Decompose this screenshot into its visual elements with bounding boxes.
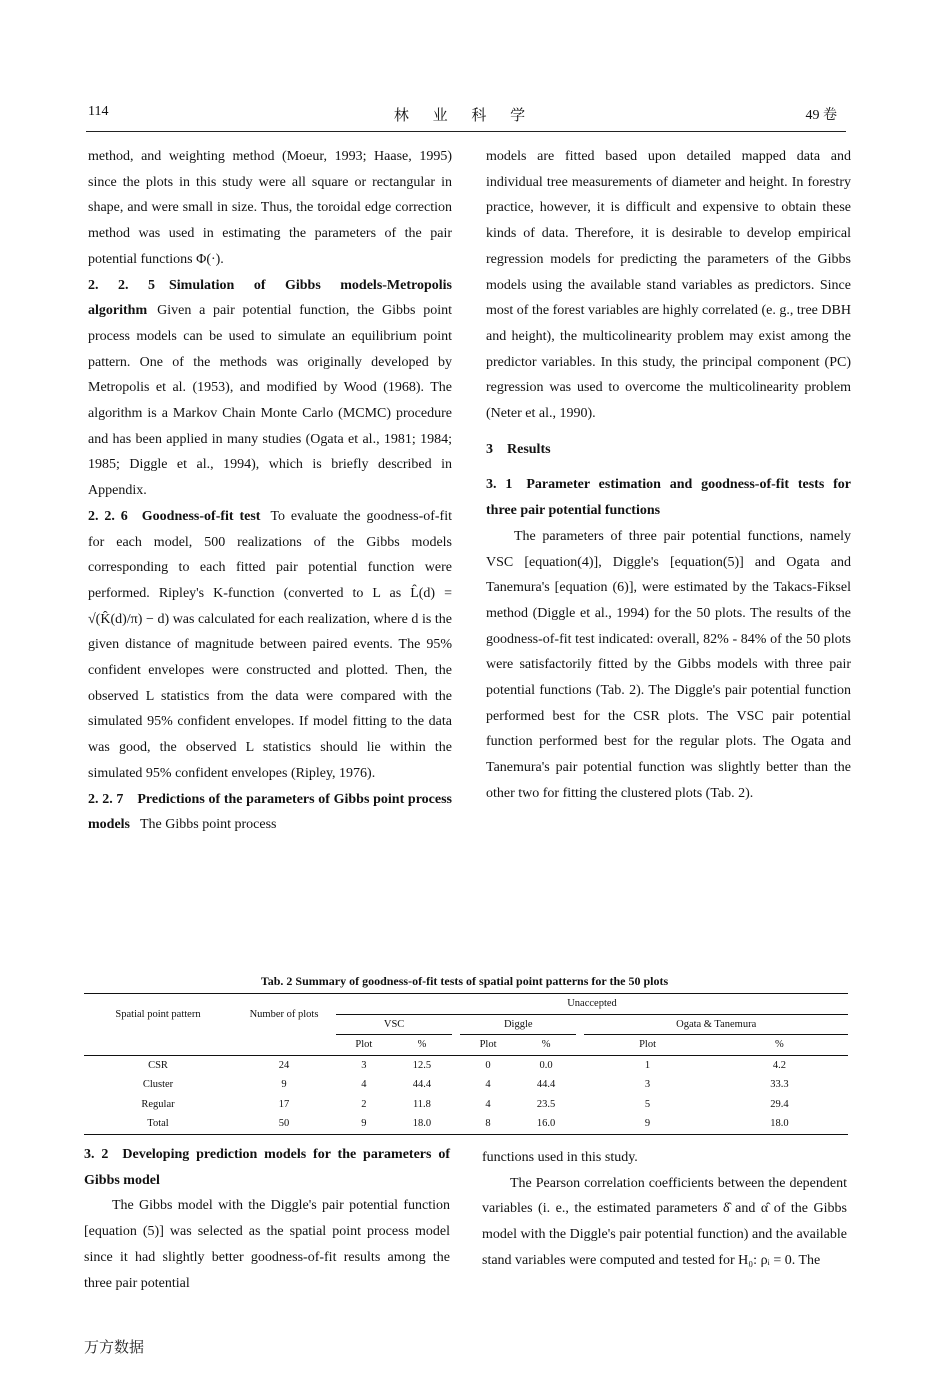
cell-ogata-plot: 9 [584, 1114, 710, 1134]
cell-ogata-pct: 29.4 [770, 1098, 789, 1110]
journal-title: 林 业 科 学 [393, 108, 536, 124]
page-number: 114 [88, 104, 109, 119]
cell-vsc-pct: 18.0 [392, 1114, 452, 1134]
section-text: To evaluate the goodness-of-fit for each model, 500 realizations of the Gibbs models corresponding to each fitted pair potential function were performed. Ripley's K-function (converted to L as [88, 508, 452, 601]
cell-ogata-plot: 5 [644, 1098, 651, 1110]
cell-number: 17 [278, 1098, 290, 1110]
cell-diggle-plot: 8 [460, 1114, 516, 1134]
paragraph-regression: models are fitted based upon detailed mapped data and individual tree measurements of diameter and height. In forestry practice, however, it is difficult and expensive to obtain these kinds of data. Therefore, it is desirable to develop empirical regression models for predicting the parameters of the Gibbs models using the available stand variables as predictors. Since most of the forest variables are highly correlated (e. g., tree DBH and height), the multicolinearity problem may exist among the predictor variables. In this study, the principal component (PC) regression was used to overcome the multicolinearity problem (Neter et al., 1990). [486, 149, 851, 422]
cell-pattern: Regular [141, 1098, 175, 1110]
cell-vsc-plot: 3 [361, 1059, 367, 1071]
paragraph-functions-used: functions used in this study. [482, 1150, 638, 1165]
watermark: 万方数据 [84, 1338, 145, 1356]
sub-header-plot: Plot [584, 1035, 710, 1056]
cell-diggle-plot: 4 [485, 1079, 491, 1091]
table-caption: Tab. 2 Summary of goodness-of-fit tests of spatial point patterns for the 50 plots [260, 974, 669, 988]
col-header-pattern: Spatial point pattern [84, 994, 232, 1035]
cell-diggle-plot: 0 [485, 1059, 491, 1071]
right-column-top [486, 144, 851, 807]
paragraph-pearson: The Pearson correlation coefficients between the dependent variables (i. e., the estimated parameters δ̂ and α̂ of the Gibbs model with the Diggle's pair potential function) and the available stand variables were computed and tested for H₀: ρᵢ = 0. The [482, 1175, 847, 1268]
cell-diggle-pct: 44.4 [536, 1079, 556, 1091]
col-header-number: Number of plots [232, 994, 336, 1035]
sub-header-pct: % [516, 1035, 576, 1056]
cell-pattern: Total [84, 1114, 232, 1134]
section-number: 3. 2 [84, 1147, 109, 1162]
section-number: 2. 2. 5 [88, 277, 155, 293]
header-rule [86, 131, 846, 132]
group-diggle: Diggle [460, 1014, 576, 1035]
cell-diggle-pct: 0.0 [539, 1059, 553, 1071]
cell-number: 50 [232, 1114, 336, 1134]
cell-vsc-plot: 2 [361, 1098, 367, 1110]
section-2-2-5 [88, 273, 452, 504]
sub-header-plot: Plot [336, 1035, 392, 1056]
cell-ogata-pct: 33.3 [770, 1079, 789, 1091]
sub-header-pct: % [711, 1035, 848, 1056]
col-header-unaccepted: Unaccepted [336, 994, 848, 1015]
cell-diggle-pct: 23.5 [536, 1098, 556, 1110]
section-title: Parameter estimation and goodness-of-fit tests for three pair potential functions [486, 477, 851, 519]
paragraph-edge-correction: method, and weighting method (Moeur, 1993; Haase, 1995) since the plots in this study were all square or rectangular in shape, and were small in size. Thus, the toroidal edge correction method was used in estimating the parameters of the pair potential functions Φ(·). [88, 149, 452, 267]
cell-ogata-pct: 18.0 [711, 1114, 848, 1134]
cell-ogata-plot: 1 [644, 1059, 651, 1071]
section-number: 2. 2. 7 [88, 791, 124, 807]
section-title: Predictions of the parameters of Gibbs point process models [88, 791, 452, 833]
section-2-2-7 [88, 787, 452, 838]
paragraph-model-selection: The Gibbs model with the Diggle's pair potential function [equation (5)] was selected as the spatial point process model since it had slightly better goodness-of-fit results among the three pair potential [84, 1198, 450, 1291]
cell-pattern: Cluster [142, 1079, 174, 1091]
cell-vsc-pct: 12.5 [412, 1059, 432, 1071]
cell-vsc-pct: 11.8 [412, 1098, 431, 1110]
section-3-1-heading [486, 472, 851, 523]
cell-ogata-pct: 4.2 [772, 1059, 786, 1071]
volume-label: 49 卷 [805, 108, 837, 123]
l-function-formula: L̂(d) = √(K̂(d)/π) − d [88, 585, 452, 627]
group-vsc: VSC [336, 1014, 452, 1035]
cell-vsc-plot: 9 [336, 1114, 392, 1134]
sub-header-plot: Plot [460, 1035, 516, 1056]
section-title: Goodness-of-fit test [141, 508, 261, 524]
table-row [84, 1075, 848, 1095]
cell-number: 24 [278, 1059, 290, 1071]
section-text: The Gibbs point process [140, 817, 277, 833]
table-row [84, 1095, 848, 1115]
section-3-2-heading [84, 1142, 450, 1193]
section-number: 2. 2. 6 [88, 508, 128, 524]
section-text: Given a pair potential function, the Gibbs point process models can be used to simulate an equilibrium point pattern. One of the methods was originally developed by Metropolis et al. (1953), and modified by Wood (1968). The algorithm is a Markov Chain Monte Carlo (MCMC) procedure and has been applied in many studies (Ogata et al., 1981; 1984; 1985; Diggle et al., 1994), which is briefly described in Appendix. [88, 303, 452, 499]
cell-vsc-pct: 44.4 [412, 1079, 432, 1091]
left-column-bottom [84, 1142, 450, 1296]
paragraph-parameter-estimation: The parameters of three pair potential functions, namely VSC [equation(4)], Diggle's [equation(5)] and Ogata and Tanemura's [equation (6)], were estimated by the Takacs-Fiksel method (Diggle et al., 1994) for the 50 plots. The results of the goodness-of-fit test indicated: overall, 82% - 84% of the 50 plots were satisfactorily fitted by the Gibbs models with three pair potential functions (Tab. 2). The Diggle's pair potential function performed best for the CSR plots. The VSC pair potential function performed best for the regular plots. The Ogata and Tanemura's pair potential function was slightly better than the other two for fitting the clustered plots (Tab. 2). [486, 528, 851, 801]
section-title: Results [507, 441, 551, 457]
table-row-total [84, 1114, 848, 1134]
sub-header-pct: % [392, 1035, 452, 1056]
right-column-bottom [482, 1145, 847, 1274]
left-column-top [88, 144, 452, 838]
section-title: Simulation of Gibbs models-Metropolis algorithm [88, 277, 452, 319]
section-number: 3. 1 [486, 477, 513, 493]
table-row [84, 1055, 848, 1075]
section-number: 3 [486, 441, 493, 457]
cell-ogata-plot: 3 [644, 1079, 651, 1091]
goodness-of-fit-table [84, 993, 848, 1135]
section-title: Developing prediction models for the parameters of Gibbs model [84, 1147, 450, 1188]
cell-diggle-plot: 4 [485, 1098, 491, 1110]
cell-diggle-pct: 16.0 [516, 1114, 576, 1134]
group-ogata: Ogata & Tanemura [584, 1014, 848, 1035]
cell-pattern: CSR [148, 1059, 168, 1071]
section-3-heading [486, 437, 851, 463]
cell-number: 9 [281, 1079, 287, 1091]
section-text-continued: ) was calculated for each realization, where d is the given distance of magnitude between paired events. The 95% confident envelopes were constructed and plotted. Then, the observed L statistics from the data were compared with the simulated 95% confident envelopes. If model fitting to the data was good, the observed L statistics should lie within the simulated 95% confident envelopes (Ripley, 1976). [88, 611, 452, 781]
cell-vsc-plot: 4 [361, 1079, 367, 1091]
section-2-2-6 [88, 504, 452, 787]
